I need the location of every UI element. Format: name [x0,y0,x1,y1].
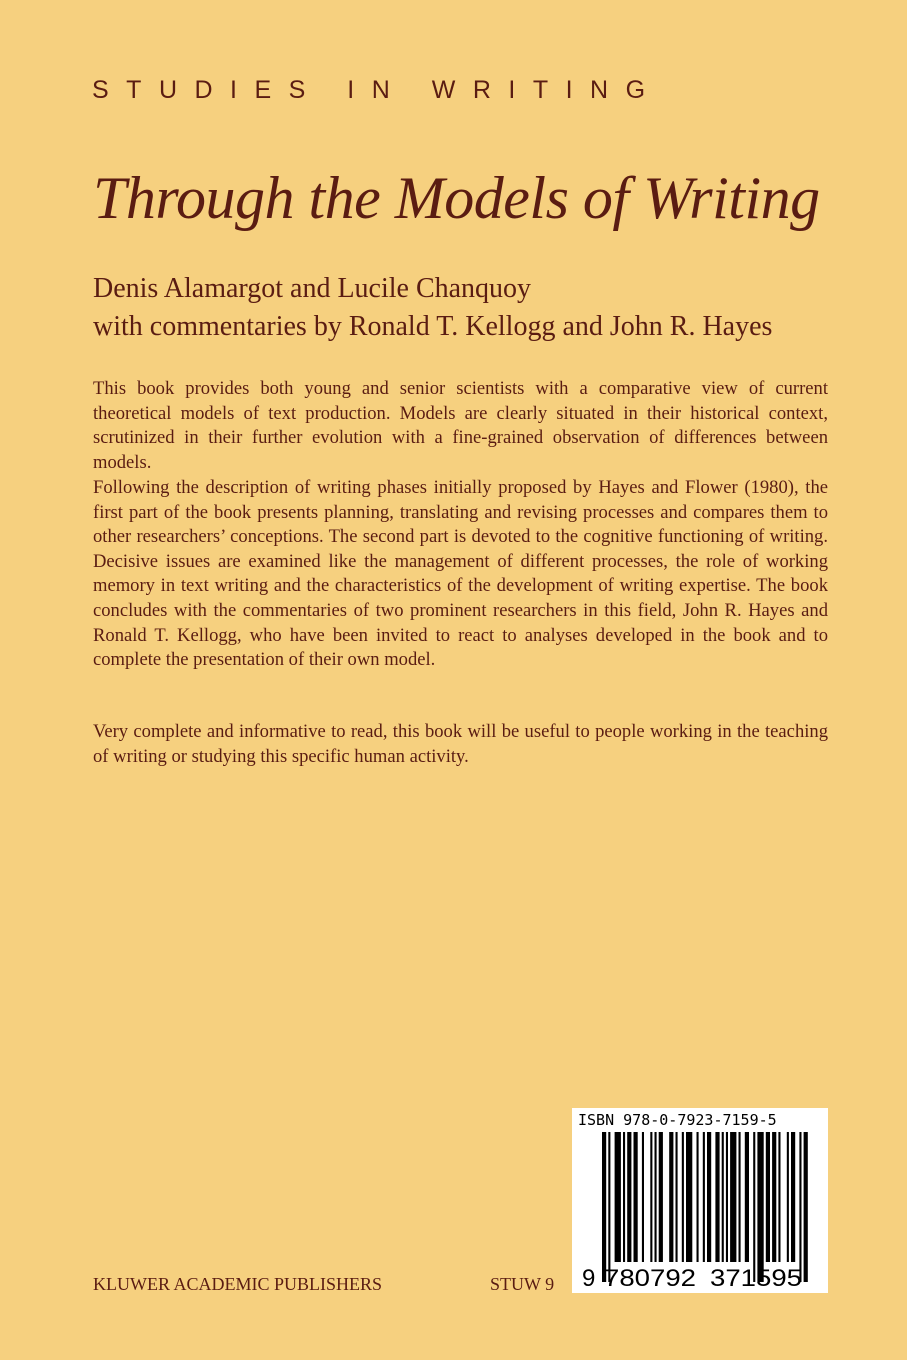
barcode-image [572,1130,828,1293]
barcode-bar [757,1132,763,1282]
barcode-bar [627,1132,631,1262]
barcode-bar [697,1132,699,1262]
series-code: STUW 9 [490,1274,555,1294]
authors-block [93,270,772,346]
book-title: Through the Models of Writing [93,165,820,231]
barcode-bar [715,1132,719,1262]
series-name: STUDIES IN WRITING [92,76,663,104]
barcode-bar [659,1132,663,1262]
description-paragraph-3: Very complete and informative to read, this book will be useful to people working in the teaching of writing or studying this specific human activity. [93,721,828,767]
barcode-bar [726,1132,728,1262]
barcode-bar [686,1132,692,1262]
barcode-bar [602,1132,606,1282]
barcode-bar [608,1132,610,1282]
barcode-bar [804,1132,808,1282]
barcode-bar [739,1132,741,1262]
barcode-bar [753,1132,755,1282]
barcode-bar [634,1132,638,1262]
barcode-bar [642,1132,644,1262]
barcode-bar [772,1132,776,1262]
barcode-bar [707,1132,711,1262]
barcode-bar [730,1132,736,1262]
commentators-line: with commentaries by Ronald T. Kellogg and John R. Hayes [93,311,773,342]
barcode-bar [766,1132,770,1262]
barcode-bar [676,1132,678,1262]
barcode-left-digits: 780792 [604,1265,696,1292]
barcode-bar [722,1132,724,1262]
barcode-bar [669,1132,673,1262]
barcode-bar [787,1132,789,1262]
description-paragraph-2: Following the description of writing phases initially proposed by Hayes and Flower (1980), the first part of the book presents planning, translating and revising processes and compares them to other researchers’ conceptions. The second part is devoted to the cognitive functioning of writing. Decisive issues are examined like the management of different processes, the role of working memory in text writing and the characteristics of the development of writing expertise. The book concludes with the commentaries of two prominent researchers in this field, John R. Hayes and Ronald T. Kellogg, who have been invited to react to analyses developed in the book and to complete the presentation of their own model. [93,477,828,671]
barcode-label [572,1108,828,1293]
barcode-bar [623,1132,625,1262]
barcode-bar [703,1132,705,1262]
barcode-bar [615,1132,621,1262]
barcode-bar [791,1132,795,1262]
barcode-bar [745,1132,749,1262]
isbn-text: ISBN 978-0-7923-7159-5 [578,1111,777,1129]
authors-line: Denis Alamargot and Lucile Chanquoy [93,273,532,304]
publisher-name: KLUWER ACADEMIC PUBLISHERS [93,1274,383,1294]
description-paragraph-1: This book provides both young and senior scientists with a comparative view of current theoretical models of text production. Models are clearly situated in their historical context, scrutinized in their further evolution with a fine-grained observation of differences between models. [93,378,828,473]
barcode-bar [799,1132,801,1282]
barcode-bar [650,1132,652,1262]
barcode-bar [778,1132,780,1262]
barcode-bar [682,1132,684,1262]
barcode-lead-digit: 9 [582,1265,596,1292]
barcode-right-digits: 371595 [710,1265,802,1292]
barcode-bar [655,1132,657,1262]
